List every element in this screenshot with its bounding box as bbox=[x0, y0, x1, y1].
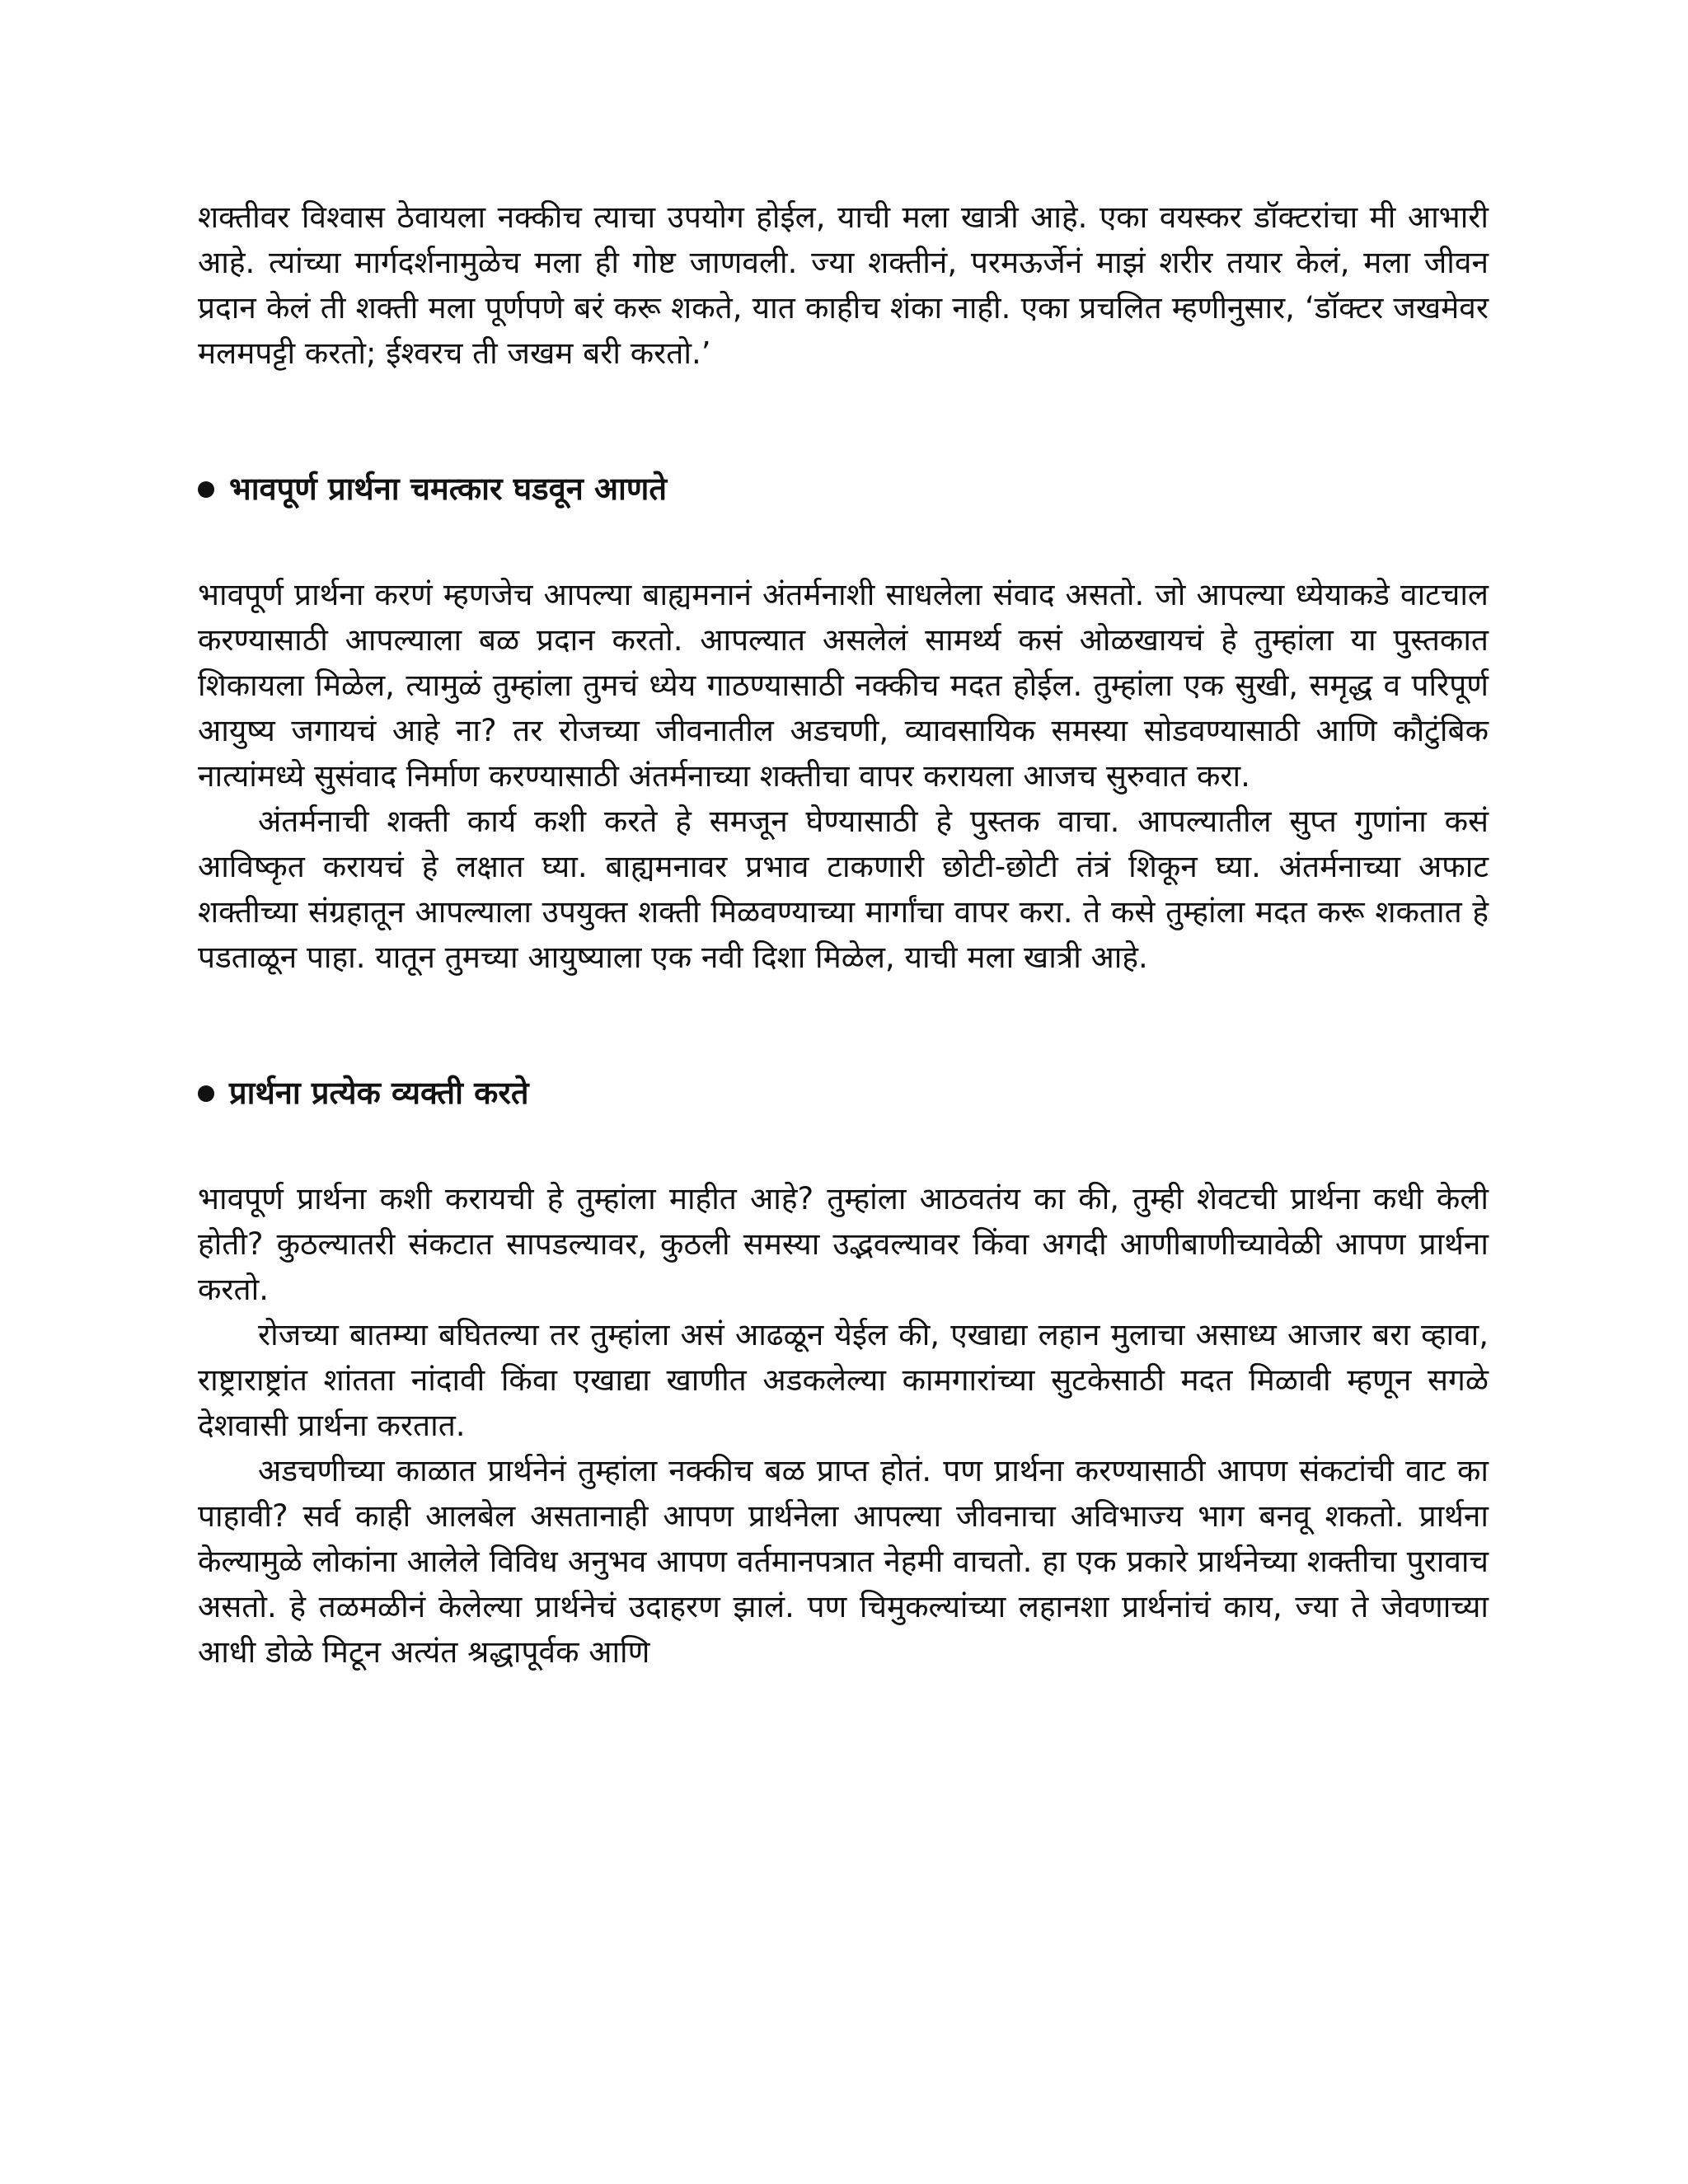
spacer bbox=[198, 1116, 1489, 1176]
spacer bbox=[198, 980, 1489, 1071]
spacer bbox=[198, 376, 1489, 466]
document-page bbox=[198, 194, 1489, 1675]
section-heading-everyone-prays bbox=[198, 1071, 1489, 1116]
section-heading-heartfelt-prayer bbox=[198, 466, 1489, 512]
spacer bbox=[198, 512, 1489, 572]
section-heading-text: प्रार्थना प्रत्येक व्यक्ती करते bbox=[229, 1075, 529, 1111]
paragraph-intro: शक्तीवर विश्वास ठेवायला नक्कीच त्याचा उपयोग होईल, याची मला खात्री आहे. एका वयस्कर डॉक्टरांचा मी आभारी आहे. त्यांच्या मार्गदर्शनामुळेच मला ही गोष्ट जाणवली. ज्या शक्तीनं, परमऊर्जेनं माझं शरीर तयार केलं, मला जीवन प्रदान केलं ती शक्ती मला पूर्णपणे बरं करू शकते, यात काहीच शंका नाही. एका प्रचलित म्हणीनुसार, ‘डॉक्टर जखमेवर मलमपट्टी करतो; ईश्वरच ती जखम बरी करतो.’ bbox=[198, 199, 1489, 371]
paragraph-body: भावपूर्ण प्रार्थना करणं म्हणजेच आपल्या बाह्यमनानं अंतर्मनाशी साधलेला संवाद असतो. जो आपल्या ध्येयाकडे वाटचाल करण्यासाठी आपल्याला बळ प्रदान करतो. आपल्यात असलेलं सामर्थ्य कसं ओळखायचं हे तुम्हांला या पुस्तकात शिकायला मिळेल, त्यामुळं तुम्हांला तुमचं ध्येय गाठण्यासाठी नक्कीच मदत होईल. तुम्हांला एक सुखी, समृद्ध व परिपूर्ण आयुष्य जगायचं आहे ना? तर रोजच्या जीवनातील अडचणी, व्यावसायिक समस्या सोडवण्यासाठी आणि कौटुंबिक नात्यांमध्ये सुसंवाद निर्माण करण्यासाठी अंतर्मनाच्या शक्तीचा वापर करायला आजच सुरुवात करा. bbox=[198, 577, 1489, 794]
paragraph-body: भावपूर्ण प्रार्थना कशी करायची हे तुम्हांला माहीत आहे? तुम्हांला आठवतंय का की, तुम्ही शेवटची प्रार्थना कधी केली होती? कुठल्यातरी संकटात सापडल्यावर, कुठली समस्या उद्भवल्यावर किंवा अगदी आणीबाणीच्यावेळी आपण प्रार्थना करतो. bbox=[198, 1181, 1489, 1307]
paragraph-body: अंतर्मनाची शक्ती कार्य कशी करते हे समजून घेण्यासाठी हे पुस्तक वाचा. आपल्यातील सुप्त गुणांना कसं आविष्कृत करायचं हे लक्षात घ्या. बाह्यमनावर प्रभाव टाकणारी छोटी-छोटी तंत्रं शिकून घ्या. अंतर्मनाच्या अफाट शक्तीच्या संग्रहातून आपल्याला उपयुक्त शक्ती मिळवण्याच्या मार्गांचा वापर करा. ते कसे तुम्हांला मदत करू शकतात हे पडताळून पाहा. यातून तुमच्या आयुष्याला एक नवी दिशा मिळेल, याची मला खात्री आहे. bbox=[198, 804, 1489, 975]
section-heading-text: भावपूर्ण प्रार्थना चमत्कार घडवून आणते bbox=[229, 471, 667, 507]
paragraph-body: अडचणीच्या काळात प्रार्थनेनं तुम्हांला नक्कीच बळ प्राप्त होतं. पण प्रार्थना करण्यासाठी आपण संकटांची वाट का पाहावी? सर्व काही आलबेल असतानाही आपण प्रार्थनेला आपल्या जीवनाचा अविभाज्य भाग बनवू शकतो. प्रार्थना केल्यामुळे लोकांना आलेले विविध अनुभव आपण वर्तमानपत्रात नेहमी वाचतो. हा एक प्रकारे प्रार्थनेच्या शक्तीचा पुरावाच असतो. हे तळमळीनं केलेल्या प्रार्थनेचं उदाहरण झालं. पण चिमुकल्यांच्या लहानशा प्रार्थनांचं काय, ज्या ते जेवणाच्या आधी डोळे मिटून अत्यंत श्रद्धापूर्वक आणि bbox=[198, 1453, 1489, 1670]
bullet-icon bbox=[198, 1085, 214, 1102]
bullet-icon bbox=[198, 481, 214, 498]
paragraph-body: रोजच्या बातम्या बघितल्या तर तुम्हांला असं आढळून येईल की, एखाद्या लहान मुलाचा असाध्य आजार बरा व्हावा, राष्ट्राराष्ट्रांत शांतता नांदावी किंवा एखाद्या खाणीत अडकलेल्या कामगारांच्या सुटकेसाठी मदत मिळावी म्हणून सगळे देशवासी प्रार्थना करतात. bbox=[198, 1317, 1489, 1443]
